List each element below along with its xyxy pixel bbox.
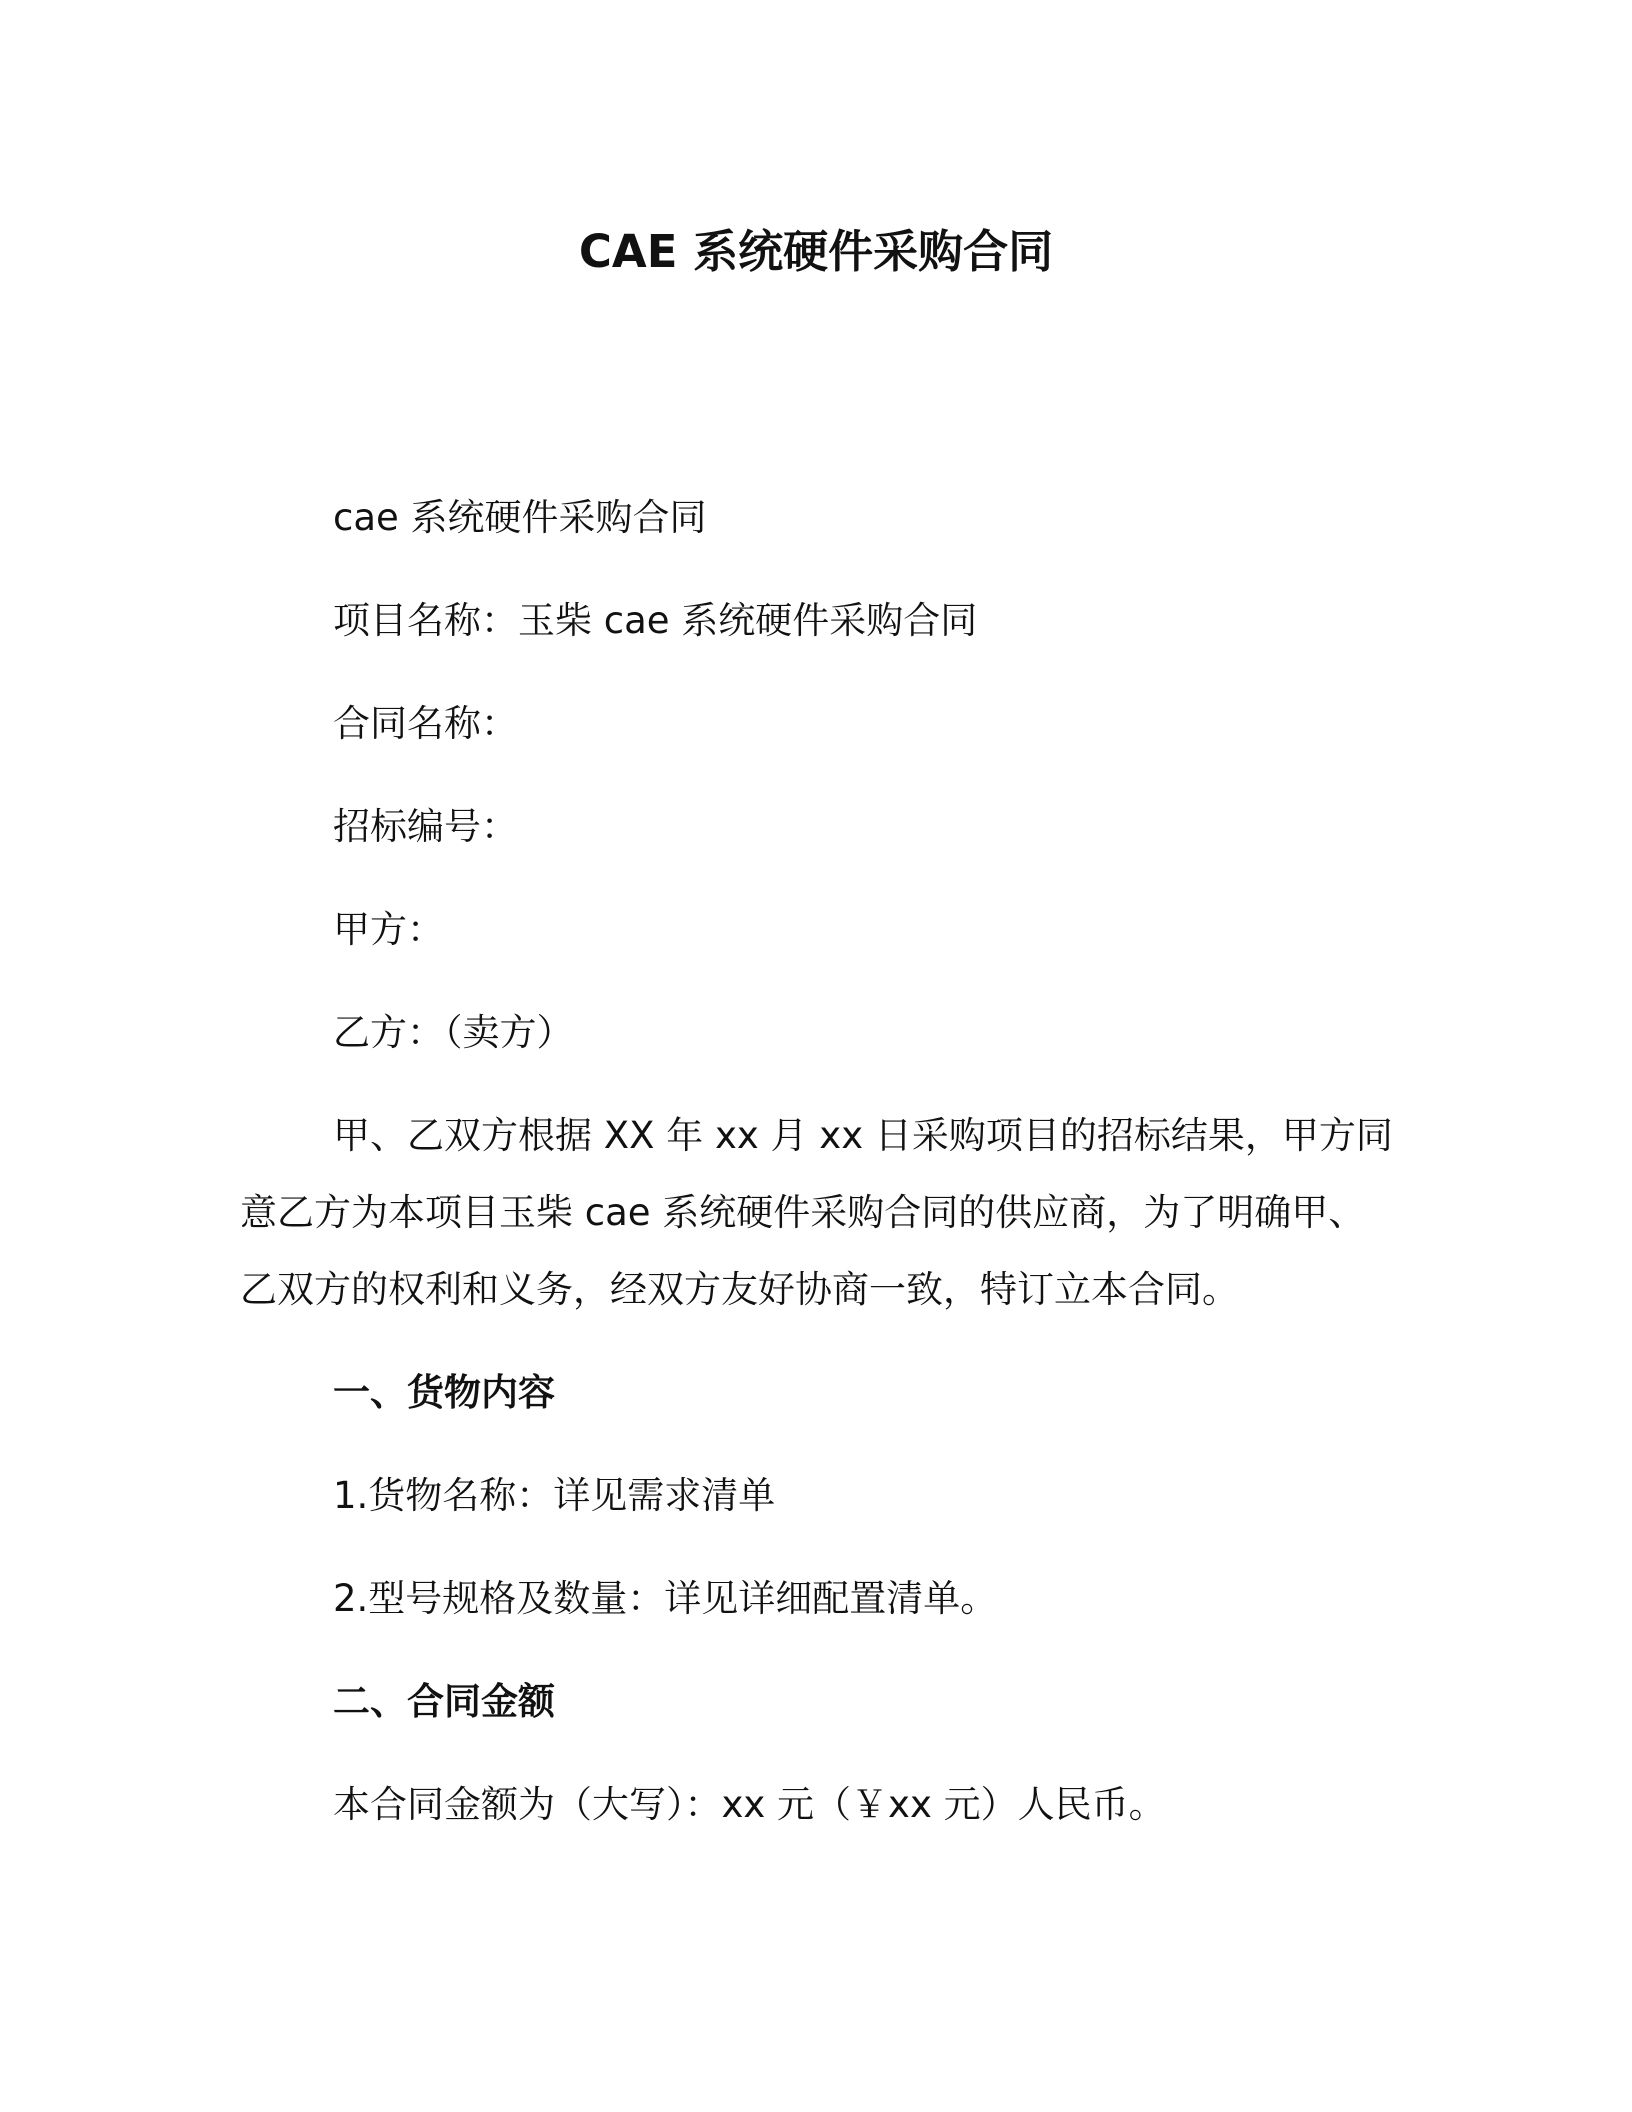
section-2-heading: 二、合同金额 xyxy=(333,1680,555,1723)
section-1-item-1: 1.货物名称：详见需求清单 xyxy=(333,1474,776,1517)
intro-paragraph-line-3: 乙双方的权利和义务，经双方友好协商一致，特订立本合同。 xyxy=(240,1268,1239,1311)
party-b-line: 乙方：（卖方） xyxy=(333,1011,574,1054)
section-1-item-2: 2.型号规格及数量：详见详细配置清单。 xyxy=(333,1577,998,1620)
contract-name-line: 合同名称： xyxy=(333,702,518,745)
intro-paragraph-line-1: 甲、乙双方根据 XX 年 xx 月 xx 日采购项目的招标结果，甲方同 xyxy=(333,1114,1393,1157)
intro-paragraph-line-2: 意乙方为本项目玉柴 cae 系统硬件采购合同的供应商，为了明确甲、 xyxy=(240,1191,1366,1234)
section-1-heading: 一、货物内容 xyxy=(333,1371,555,1414)
document-title: CAE 系统硬件采购合同 xyxy=(578,225,1054,278)
document-subtitle: cae 系统硬件采购合同 xyxy=(333,496,707,539)
project-name-line: 项目名称：玉柴 cae 系统硬件采购合同 xyxy=(333,599,978,642)
section-2-amount: 本合同金额为（大写）：xx 元（￥xx 元）人民币。 xyxy=(333,1783,1166,1826)
bid-number-line: 招标编号： xyxy=(333,805,518,848)
party-a-line: 甲方： xyxy=(333,908,444,951)
